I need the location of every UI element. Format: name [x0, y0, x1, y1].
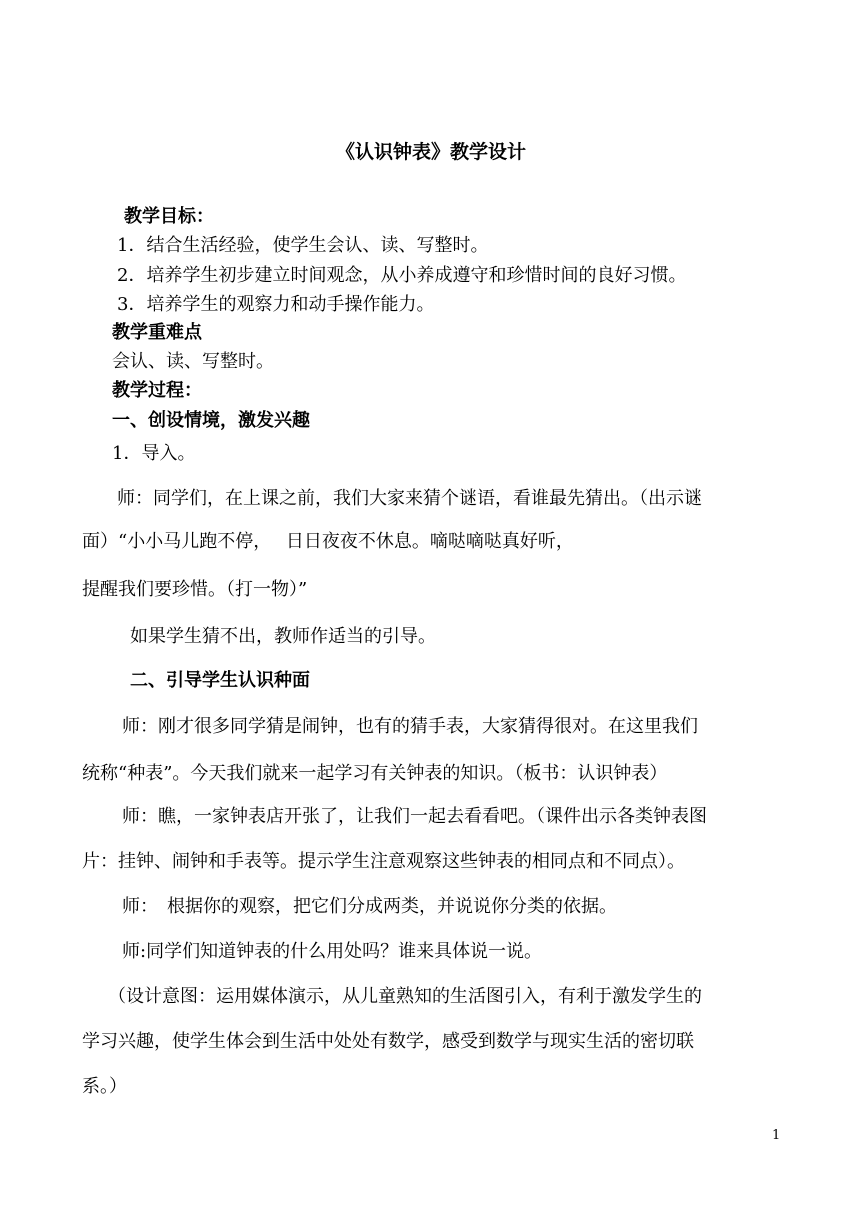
design-intent-line: 系。）: [82, 1076, 127, 1097]
paragraph-line: 师： 根据你的观察，把它们分成两类，并说说你分类的依据。: [122, 896, 617, 917]
design-intent-line: （设计意图：运用媒体演示，从儿童熟知的生活图引入，有利于激发学生的: [108, 986, 702, 1007]
objective-item: 1．结合生活经验，使学生会认、读、写整时。: [117, 235, 489, 256]
page-number: 1: [772, 1128, 781, 1143]
paragraph-line: 片：挂钟、闹钟和手表等。提示学生注意观察这些钟表的相同点和不同点）。: [82, 851, 685, 872]
objective-item: 2．培养学生初步建立时间观念，从小养成遵守和珍惜时间的良好习惯。: [117, 265, 687, 286]
paragraph-line: 师：刚才很多同学猜是闹钟，也有的猜手表，大家猜得很对。在这里我们: [122, 716, 698, 737]
paragraph-line: 师:同学们知道钟表的什么用处吗？谁来具体说一说。: [122, 941, 543, 962]
paragraph-line: 面）“小小马儿跑不停， 日日夜夜不休息。嘀哒嘀哒真好听，: [82, 531, 574, 552]
paragraph-line: 提醒我们要珍惜。（打一物）”: [82, 579, 308, 600]
key-points-text: 会认、读、写整时。: [112, 351, 274, 372]
section-1-heading: 一、创设情境，激发兴趣: [112, 410, 310, 431]
objective-item: 3．培养学生的观察力和动手操作能力。: [117, 294, 435, 315]
design-intent-line: 学习兴趣，使学生体会到生活中处处有数学，感受到数学与现实生活的密切联: [82, 1031, 694, 1052]
paragraph-line: 师：同学们，在上课之前，我们大家来猜个谜语，看谁最先猜出。（出示谜: [117, 488, 702, 509]
section-1-step: 1．导入。: [112, 443, 196, 464]
process-heading: 教学过程：: [112, 380, 202, 401]
key-points-heading: 教学重难点: [112, 322, 202, 343]
objectives-heading: 教学目标：: [124, 206, 214, 227]
paragraph-line: 如果学生猜不出，教师作适当的引导。: [130, 626, 436, 647]
document-title: 《认识钟表》教学设计: [336, 141, 527, 163]
paragraph-line: 师：瞧，一家钟表店开张了，让我们一起去看看吧。（课件出示各类钟表图: [122, 806, 707, 827]
section-2-heading: 二、引导学生认识种面: [130, 670, 310, 691]
paragraph-line: 统称“种表”。今天我们就来一起学习有关钟表的知识。（板书：认识钟表）: [82, 763, 668, 784]
